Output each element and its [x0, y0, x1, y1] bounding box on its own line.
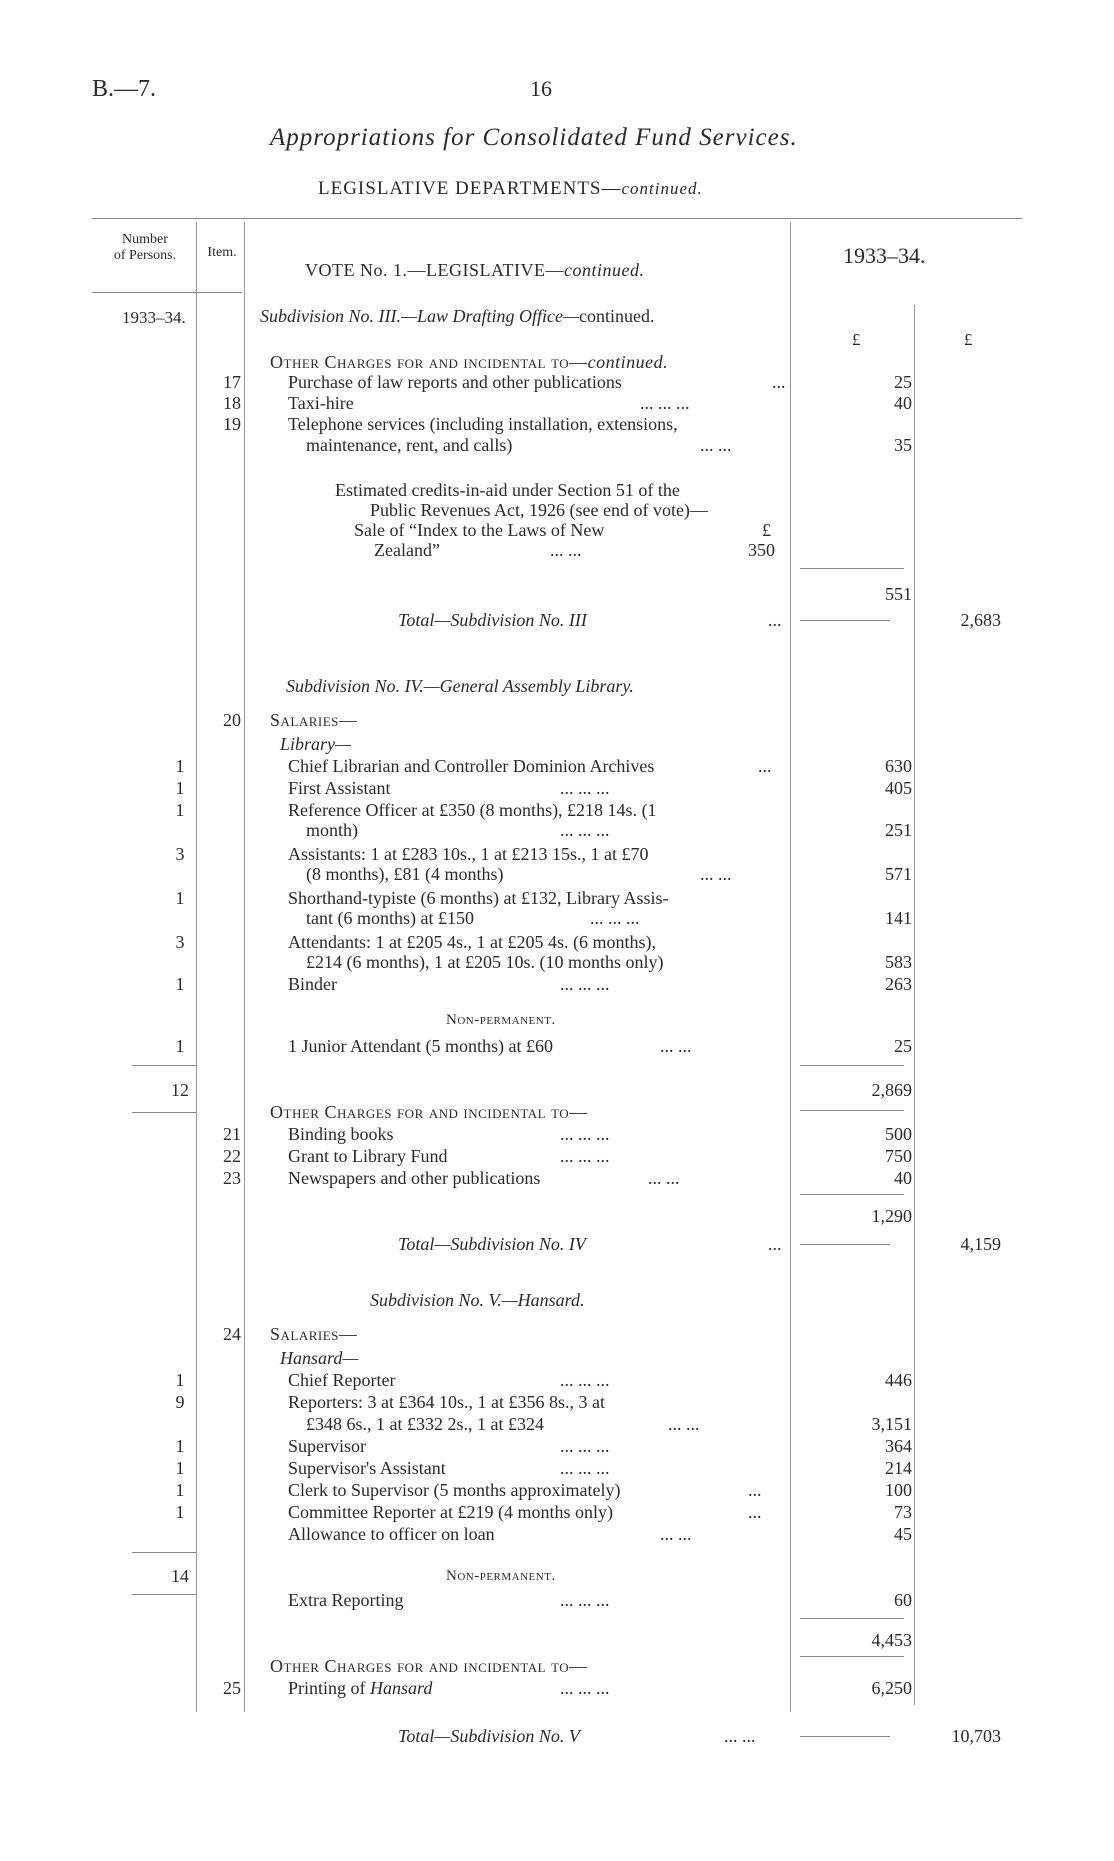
sub5-non-permanent: Non-permanent. — [446, 1568, 556, 1584]
sub4-np-persons: 1 — [175, 1036, 185, 1056]
subtitle-cont: continued. — [621, 179, 703, 198]
sub5-hansard: Hansard— — [280, 1348, 359, 1368]
sub4-other-charges: Other Charges for and incidental to— — [270, 1102, 588, 1122]
sub4-desc-6: Attendants: 1 at £205 4s., 1 at £205 4s. (6 months), — [288, 932, 656, 952]
sub5-salaries-item: 24 — [223, 1324, 241, 1344]
sub5-oc-dots: ... ... ... — [560, 1678, 610, 1698]
sub5-persons-6: 1 — [175, 1502, 185, 1522]
sub3-item-19: 19 — [223, 414, 241, 434]
sub4-salaries-rule-2 — [800, 1110, 904, 1111]
sub4-total-dash — [800, 1244, 890, 1245]
subtitle-main: LEGISLATIVE DEPARTMENTS— — [318, 178, 622, 199]
sub5-desc-7: Allowance to officer on loan — [288, 1524, 495, 1544]
sub5-amount-6: 73 — [894, 1502, 912, 1522]
sub5-total-dots: ... ... — [724, 1726, 756, 1746]
sub4-desc2-4: (8 months), £81 (4 months) — [306, 864, 504, 884]
sub5-persons-4: 1 — [175, 1458, 185, 1478]
sub4-amount-6: 583 — [885, 952, 912, 972]
sub5-dots-1: ... ... ... — [560, 1370, 610, 1390]
sub4-item-22: 22 — [223, 1146, 241, 1166]
sub4-persons-1: 1 — [175, 756, 185, 776]
sub5-persons-5: 1 — [175, 1480, 185, 1500]
sub5-dots-5: ... — [748, 1480, 762, 1500]
sub4-desc2-5: tant (6 months) at £150 — [306, 908, 474, 928]
sub5-oc-desc-pre: Printing of — [288, 1678, 371, 1698]
sub4-persons-rule — [132, 1065, 196, 1066]
sub5-dots-4: ... ... ... — [560, 1458, 610, 1478]
sub5-desc-3: Supervisor — [288, 1436, 366, 1456]
sub3-other-charges — [270, 352, 668, 372]
sub3-rule — [800, 568, 904, 569]
sub4-persons-5: 1 — [175, 888, 185, 908]
sub4-persons-7: 1 — [175, 974, 185, 994]
sub3-amount-17: 25 — [894, 372, 912, 392]
sub4-desc-23: Newspapers and other publications — [288, 1168, 541, 1188]
sub5-total: 10,703 — [951, 1726, 1001, 1746]
sub4-total: 4,159 — [960, 1234, 1001, 1254]
sub5-dots-6: ... — [748, 1502, 762, 1522]
sub4-salaries-rule — [800, 1065, 904, 1066]
item-heading: Item. — [207, 245, 237, 260]
sub4-item-23: 23 — [223, 1168, 241, 1188]
sub3-credits-line2: Public Revenues Act, 1926 (see end of vote)— — [370, 500, 708, 520]
sub4-desc-22: Grant to Library Fund — [288, 1146, 448, 1166]
sub5-desc-1: Chief Reporter — [288, 1370, 396, 1390]
sub4-amount-7: 263 — [885, 974, 912, 994]
desc-column-rule — [790, 222, 791, 1712]
persons-heading — [95, 232, 195, 264]
sub3-item-17: 17 — [223, 372, 241, 392]
sub5-np-dots: ... ... ... — [560, 1590, 610, 1610]
sub5-persons-rule-2 — [132, 1594, 196, 1595]
sub5-desc-2: Reporters: 3 at £364 10s., 1 at £356 8s., 3 at — [288, 1392, 605, 1412]
sub5-amount-4: 214 — [885, 1458, 912, 1478]
sub5-total-dash — [800, 1736, 890, 1737]
sub3-desc-17: Purchase of law reports and other publications — [288, 372, 622, 392]
sub3-dots-19: ... ... — [700, 435, 732, 455]
sub4-dots-3: ... ... ... — [560, 820, 610, 840]
sub4-item-21: 21 — [223, 1124, 241, 1144]
sub4-desc-5: Shorthand-typiste (6 months) at £132, Library Assis- — [288, 888, 669, 908]
sub3-dots-17: ... — [772, 372, 786, 392]
persons-heading-line1: Number — [122, 232, 168, 247]
sub4-persons-total: 12 — [171, 1080, 189, 1100]
sub3-heading — [260, 306, 654, 326]
pound-sign-total: £ — [964, 330, 973, 349]
sub4-desc2-6: £214 (6 months), 1 at £205 10s. (10 months only) — [306, 952, 664, 972]
sub5-salaries-rule — [800, 1618, 904, 1619]
sub3-credits-line1: Estimated credits-in-aid under Section 51 of the — [335, 480, 680, 500]
sub4-dots-5: ... ... ... — [590, 908, 640, 928]
persons-head-rule — [92, 292, 242, 293]
sub5-desc2-2: £348 6s., 1 at £332 2s., 1 at £324 — [306, 1414, 544, 1434]
sub3-other-charges-cont: continued. — [587, 352, 669, 372]
table-top-rule — [92, 218, 1022, 219]
sub3-amount-19: 35 — [894, 435, 912, 455]
sub4-desc-2: First Assistant — [288, 778, 391, 798]
sub5-heading: Subdivision No. V.—Hansard. — [370, 1290, 585, 1310]
sub5-persons-1: 1 — [175, 1370, 185, 1390]
sub4-persons-rule-2 — [132, 1112, 196, 1113]
sub3-credits-line4: Zealand” — [374, 540, 440, 560]
sub4-amount-4: 571 — [885, 864, 912, 884]
sub3-total: 2,683 — [960, 610, 1001, 630]
sub4-amount-2: 405 — [885, 778, 912, 798]
amount-column-rule — [914, 305, 915, 1705]
sub4-dots-2: ... ... ... — [560, 778, 610, 798]
sub4-amount-22: 750 — [885, 1146, 912, 1166]
sub5-desc-5: Clerk to Supervisor (5 months approximately) — [288, 1480, 621, 1500]
sub3-credits-pound: £ — [762, 520, 771, 540]
sub5-oc-amount: 6,250 — [871, 1678, 912, 1698]
sub5-amount-3: 364 — [885, 1436, 912, 1456]
sub3-total-dots: ... — [768, 610, 782, 630]
sub5-total-label: Total—Subdivision No. V — [398, 1726, 580, 1746]
sub5-salaries-total: 4,453 — [871, 1630, 912, 1650]
sub5-amount-7: 45 — [894, 1524, 912, 1544]
sub4-desc-21: Binding books — [288, 1124, 394, 1144]
sub3-desc-18: Taxi-hire — [288, 393, 354, 413]
sub4-persons-2: 1 — [175, 778, 185, 798]
sub5-dots-2: ... ... — [668, 1414, 700, 1434]
sub4-desc-7: Binder — [288, 974, 337, 994]
sub4-dots-7: ... ... ... — [560, 974, 610, 994]
sub3-credits-amount: 350 — [748, 540, 775, 560]
sub4-amount-21: 500 — [885, 1124, 912, 1144]
year-heading: 1933–34. — [843, 243, 926, 268]
sub3-credits-dots: ... ... — [550, 540, 582, 560]
sub4-np-desc: 1 Junior Attendant (5 months) at £60 — [288, 1036, 553, 1056]
persons-year: 1933–34. — [122, 308, 186, 327]
sub4-subtotal: 1,290 — [871, 1206, 912, 1226]
sub4-desc-4: Assistants: 1 at £283 10s., 1 at £213 15s., 1 at £70 — [288, 844, 649, 864]
sub3-total-label: Total—Subdivision No. III — [398, 610, 587, 630]
vote-heading — [305, 260, 644, 281]
sub5-persons-3: 1 — [175, 1436, 185, 1456]
sub4-desc-1: Chief Librarian and Controller Dominion Archives — [288, 756, 655, 776]
sub5-np-amount: 60 — [894, 1590, 912, 1610]
sub3-credits-line3: Sale of “Index to the Laws of New — [354, 520, 605, 540]
sub4-salaries: Salaries— — [270, 710, 358, 730]
sub3-desc2-19: maintenance, rent, and calls) — [306, 435, 513, 455]
sub4-heading: Subdivision No. IV.—General Assembly Library. — [286, 676, 634, 696]
document-reference: B.—7. — [92, 76, 157, 102]
sub5-amount-5: 100 — [885, 1480, 912, 1500]
pound-sign-amount: £ — [852, 330, 861, 349]
sub5-other-charges: Other Charges for and incidental to— — [270, 1656, 588, 1676]
sub4-amount-3: 251 — [885, 820, 912, 840]
sub4-desc-3: Reference Officer at £350 (8 months), £218 14s. (1 — [288, 800, 657, 820]
sub4-dots-4: ... ... — [700, 864, 732, 884]
sub5-desc-4: Supervisor's Assistant — [288, 1458, 446, 1478]
vote-heading-main: VOTE No. 1.—LEGISLATIVE— — [305, 260, 564, 280]
sub4-amount-1: 630 — [885, 756, 912, 776]
sub5-amount-2: 3,151 — [871, 1414, 912, 1434]
sub4-dots-23: ... ... — [648, 1168, 680, 1188]
sub4-amount-23: 40 — [894, 1168, 912, 1188]
sub4-total-label: Total—Subdivision No. IV — [398, 1234, 586, 1254]
sub4-dots-21: ... ... ... — [560, 1124, 610, 1144]
sub5-salaries-rule-2 — [800, 1656, 904, 1657]
page-title: Appropriations for Consolidated Fund Services. — [270, 124, 798, 151]
sub5-oc-desc-it: Hansard — [370, 1678, 433, 1698]
sub5-persons-2: 9 — [175, 1392, 185, 1412]
persons-heading-line2: of Persons. — [113, 248, 177, 263]
sub5-persons-total: 14 — [171, 1566, 189, 1586]
sub5-salaries: Salaries— — [270, 1324, 358, 1344]
sub3-amount-18: 40 — [894, 393, 912, 413]
sub4-salaries-item: 20 — [223, 710, 241, 730]
vote-heading-cont: continued. — [563, 260, 645, 280]
sub3-total-dash — [800, 620, 890, 621]
sub5-dots-7: ... ... — [660, 1524, 692, 1544]
sub5-oc-desc — [288, 1678, 432, 1698]
item-column-rule — [244, 222, 245, 1712]
sub5-amount-1: 446 — [885, 1370, 912, 1390]
sub4-persons-6: 3 — [175, 932, 185, 952]
sub3-heading-cont: continued. — [579, 306, 655, 326]
sub4-np-amount: 25 — [894, 1036, 912, 1056]
sub5-np-desc: Extra Reporting — [288, 1590, 404, 1610]
sub4-np-dots: ... ... — [660, 1036, 692, 1056]
sub4-salaries-total: 2,869 — [871, 1080, 912, 1100]
sub5-desc-6: Committee Reporter at £219 (4 months only) — [288, 1502, 613, 1522]
sub4-rule — [800, 1194, 904, 1195]
sub3-desc-19: Telephone services (including installation, extensions, — [288, 414, 678, 434]
sub3-other-charges-main: Other Charges for and incidental to— — [270, 352, 588, 372]
sub4-persons-3: 1 — [175, 800, 185, 820]
sub5-oc-item: 25 — [223, 1678, 241, 1698]
sub4-non-permanent: Non-permanent. — [446, 1012, 556, 1028]
sub4-persons-4: 3 — [175, 844, 185, 864]
sub5-persons-rule — [132, 1552, 196, 1553]
sub5-dots-3: ... ... ... — [560, 1436, 610, 1456]
sub4-library: Library— — [280, 734, 352, 754]
sub3-subtotal: 551 — [885, 584, 912, 604]
sub4-desc2-3: month) — [306, 820, 358, 840]
page-subtitle — [318, 178, 703, 200]
page-number: 16 — [530, 76, 552, 101]
sub3-heading-main: Subdivision No. III.—Law Drafting Office— — [260, 306, 579, 326]
sub4-dots-22: ... ... ... — [560, 1146, 610, 1166]
sub4-total-dots: ... — [768, 1234, 782, 1254]
sub4-dots-1: ... — [758, 756, 772, 776]
sub3-item-18: 18 — [223, 393, 241, 413]
sub3-dots-18: ... ... ... — [640, 393, 690, 413]
sub4-amount-5: 141 — [885, 908, 912, 928]
